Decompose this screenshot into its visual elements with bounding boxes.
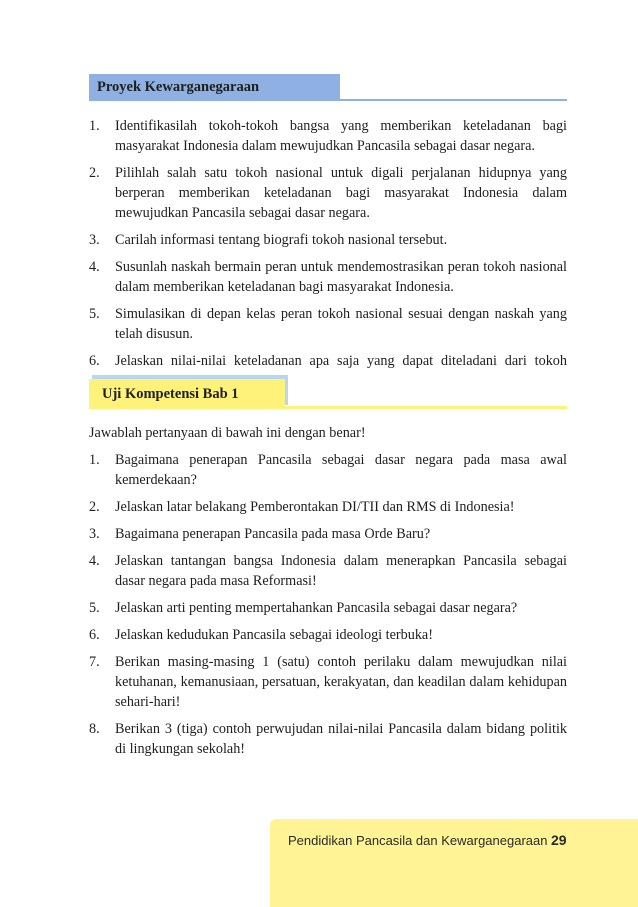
list-item (89, 304, 567, 344)
list-item (89, 551, 567, 591)
item-number: 2. (89, 165, 100, 181)
item-number: 4. (89, 553, 100, 569)
list-item (89, 497, 567, 517)
item-number: 1. (89, 118, 100, 134)
item-number: 5. (89, 306, 100, 322)
item-number: 3. (89, 526, 100, 542)
item-number: 6. (89, 353, 100, 369)
page-footer (270, 819, 638, 907)
item-text: Berikan 3 (tiga) contoh perwujudan nilai-nilai Pancasila dalam bidang politik di lingkungan sekolah! (115, 721, 567, 757)
proyek-list (89, 116, 567, 398)
item-text: Berikan masing-masing 1 (satu) contoh perilaku dalam mewujudkan nilai ketuhanan, kemanusiaan, persatuan, kerakyatan, dan keadilan dalam kehidupan sehari-hari! (115, 654, 567, 710)
list-item (89, 719, 567, 759)
item-text: Susunlah naskah bermain peran untuk mendemostrasikan peran tokoh nasional dalam memberikan keteladanan bagi masyarakat Indonesia. (115, 259, 567, 295)
proyek-header-rule (340, 99, 567, 101)
item-number: 2. (89, 499, 100, 515)
item-number: 3. (89, 232, 100, 248)
uji-title: Uji Kompetensi Bab 1 (102, 386, 239, 402)
list-item (89, 598, 567, 618)
list-item (89, 652, 567, 712)
item-text: Carilah informasi tentang biografi tokoh nasional tersebut. (115, 232, 448, 248)
item-text: Simulasikan di depan kelas peran tokoh nasional sesuai dengan naskah yang telah disusun. (115, 306, 567, 342)
item-number: 7. (89, 654, 100, 670)
item-number: 1. (89, 452, 100, 468)
item-text: Jelaskan arti penting mempertahankan Pancasila sebagai dasar negara? (115, 600, 518, 616)
item-text: Identifikasilah tokoh-tokoh bangsa yang memberikan keteladanan bagi masyarakat Indonesia dalam mewujudkan Pancasila sebagai dasar negara. (115, 118, 567, 154)
list-item (89, 257, 567, 297)
item-number: 4. (89, 259, 100, 275)
item-text: Jelaskan kedudukan Pancasila sebagai ideologi terbuka! (115, 627, 433, 643)
item-text: Pilihlah salah satu tokoh nasional untuk digali perjalanan hidupnya yang berperan memberikan keteladanan bagi masyarakat Indonesia dalam mewujudkan Pancasila sebagai dasar negara. (115, 165, 567, 221)
item-number: 6. (89, 627, 100, 643)
list-item (89, 625, 567, 645)
uji-header-rule (285, 406, 567, 409)
proyek-section-header (89, 74, 567, 101)
item-text: Bagaimana penerapan Pancasila pada masa Orde Baru? (115, 526, 431, 542)
footer-book-title: Pendidikan Pancasila dan Kewarganegaraan (288, 833, 548, 848)
proyek-title: Proyek Kewarganegaraan (97, 79, 260, 95)
page-number: 29 (551, 832, 567, 848)
item-number: 5. (89, 600, 100, 616)
item-text: Jelaskan nilai-nilai keteladanan apa saja yang dapat diteladani dari tokoh (115, 353, 567, 369)
uji-list (89, 450, 567, 766)
item-text: Jelaskan tantangan bangsa Indonesia dalam menerapkan Pancasila sebagai dasar negara pada masa Reformasi! (115, 553, 567, 589)
list-item (89, 116, 567, 156)
uji-section-header (89, 375, 567, 411)
item-number: 8. (89, 721, 100, 737)
list-item (89, 230, 567, 250)
item-text: Jelaskan latar belakang Pemberontakan DI/TII dan RMS di Indonesia! (115, 499, 515, 515)
item-text: Bagaimana penerapan Pancasila sebagai dasar negara pada masa awal kemerdekaan? (115, 452, 567, 488)
list-item (89, 163, 567, 223)
list-item (89, 450, 567, 490)
list-item (89, 524, 567, 544)
uji-instruction: Jawablah pertanyaan di bawah ini dengan benar! (89, 425, 366, 441)
